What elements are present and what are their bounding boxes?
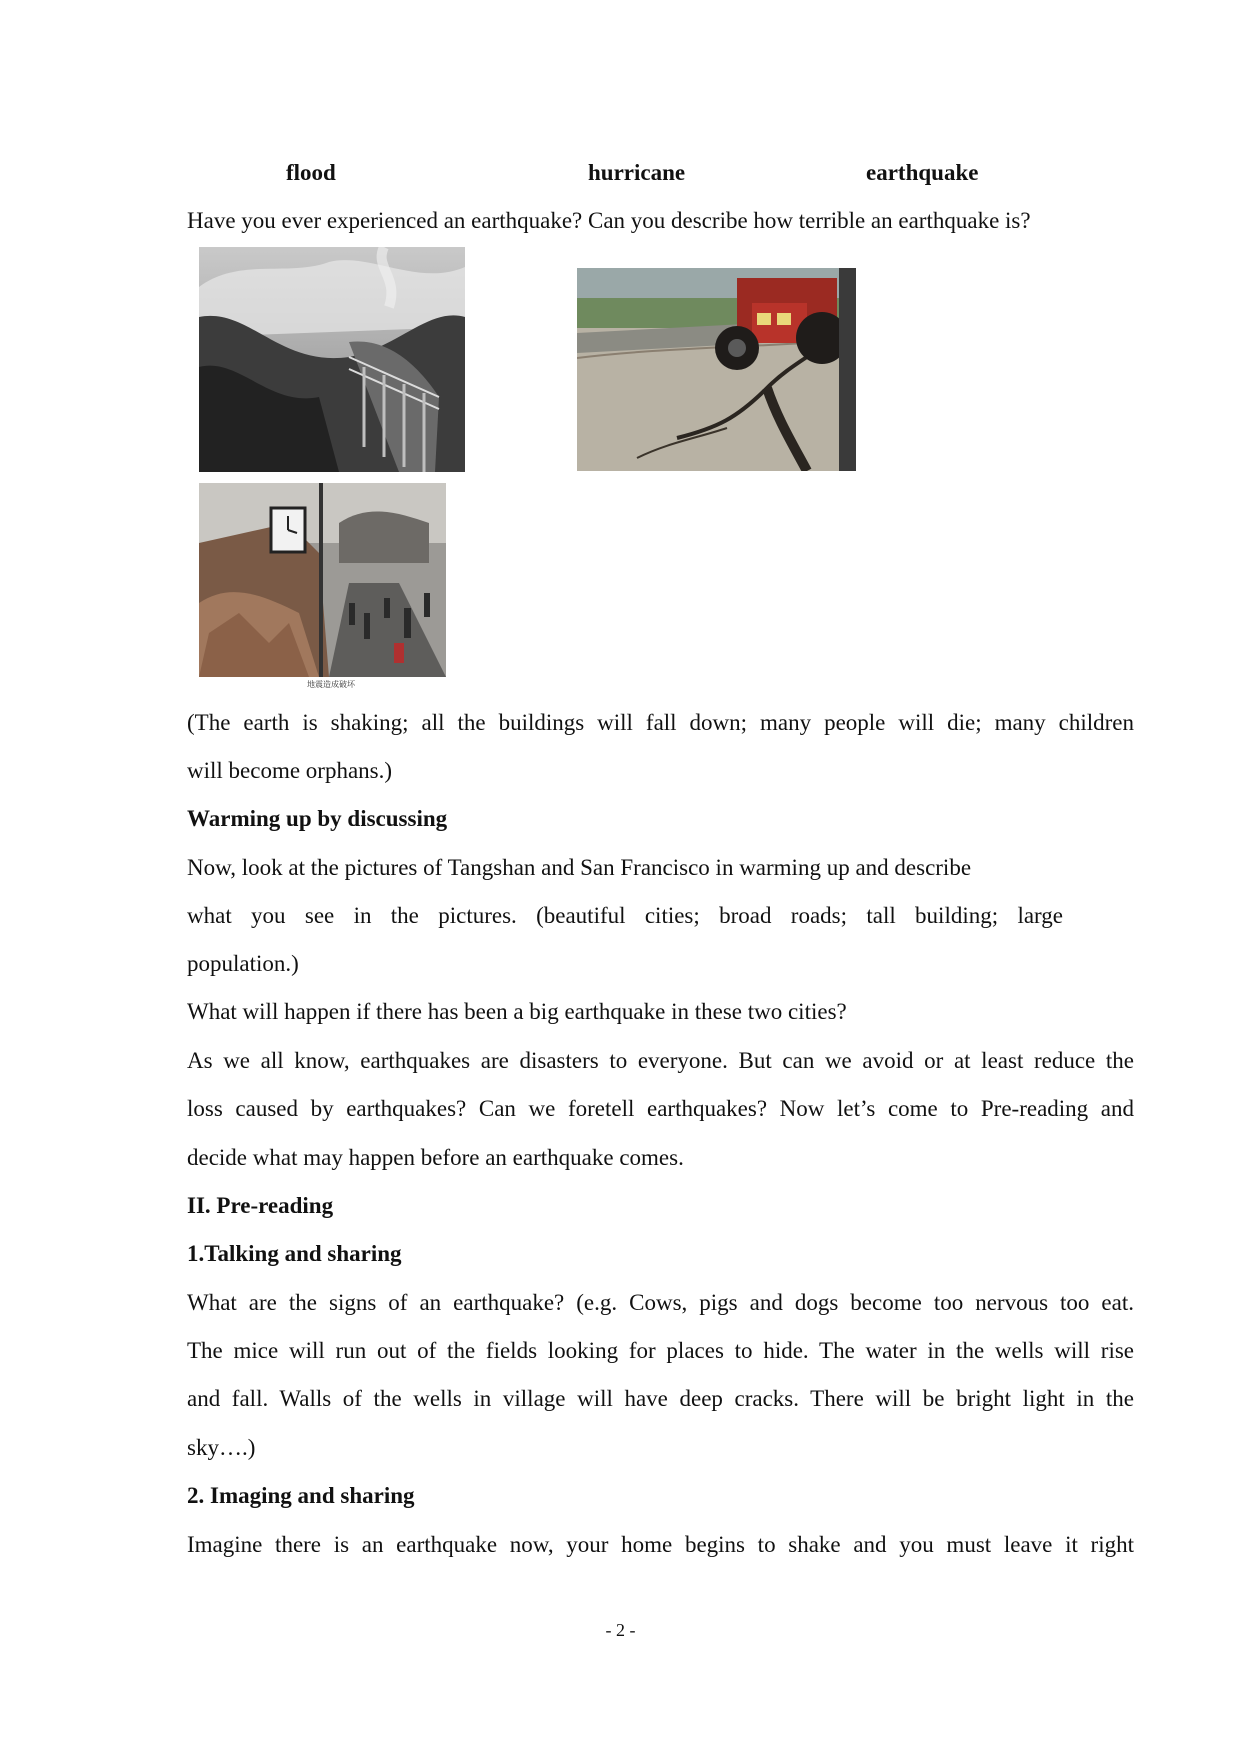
- talking-line-4: sky….): [187, 1435, 256, 1460]
- imaging-line-1: Imagine there is an earthquake now, your home begins to shake and you must leave it right: [187, 1532, 1134, 1557]
- intro-question: Have you ever experienced an earthquake? Can you describe how terrible an earthquake is?: [187, 208, 1031, 233]
- photo-earthquake-street-rubble: [199, 483, 446, 677]
- warmup-heading: Warming up by discussing: [187, 806, 448, 831]
- imaging-sharing-heading: 2. Imaging and sharing: [187, 1483, 415, 1508]
- label-hurricane: hurricane: [588, 160, 686, 185]
- label-flood: flood: [286, 160, 336, 185]
- page-number: - 2 -: [605, 1620, 636, 1640]
- talking-line-3: and fall. Walls of the wells in village will have deep cracks. There will be bright light in the: [187, 1386, 1134, 1411]
- warmup-line-3: population.): [187, 951, 299, 976]
- warmup-line-1: Now, look at the pictures of Tangshan and San Francisco in warming up and describe: [187, 855, 972, 880]
- answer-line-2: will become orphans.): [187, 758, 393, 783]
- warmup-line-5: As we all know, earthquakes are disasters to everyone. But can we avoid or at least reduce the: [187, 1048, 1134, 1073]
- photo-cracked-road-tractor: [577, 268, 856, 471]
- label-earthquake: earthquake: [866, 160, 979, 185]
- talking-sharing-heading: 1.Talking and sharing: [187, 1241, 402, 1266]
- photo-caption: 地震造成破坏: [307, 680, 355, 689]
- warmup-line-2: what you see in the pictures. (beautiful cities; broad roads; tall building; large: [187, 903, 1063, 928]
- prereading-heading: II. Pre-reading: [187, 1193, 334, 1218]
- warmup-line-7: decide what may happen before an earthquake comes.: [187, 1145, 684, 1170]
- photo-collapsed-bridge: [199, 247, 465, 472]
- warmup-line-4: What will happen if there has been a big earthquake in these two cities?: [187, 999, 847, 1024]
- warmup-line-6: loss caused by earthquakes? Can we foretell earthquakes? Now let’s come to Pre-reading and: [187, 1096, 1134, 1121]
- answer-line-1: (The earth is shaking; all the buildings will fall down; many people will die; many children: [187, 710, 1134, 735]
- talking-line-2: The mice will run out of the fields looking for places to hide. The water in the wells will rise: [187, 1338, 1134, 1363]
- talking-line-1: What are the signs of an earthquake? (e.g. Cows, pigs and dogs become too nervous too eat.: [187, 1290, 1134, 1315]
